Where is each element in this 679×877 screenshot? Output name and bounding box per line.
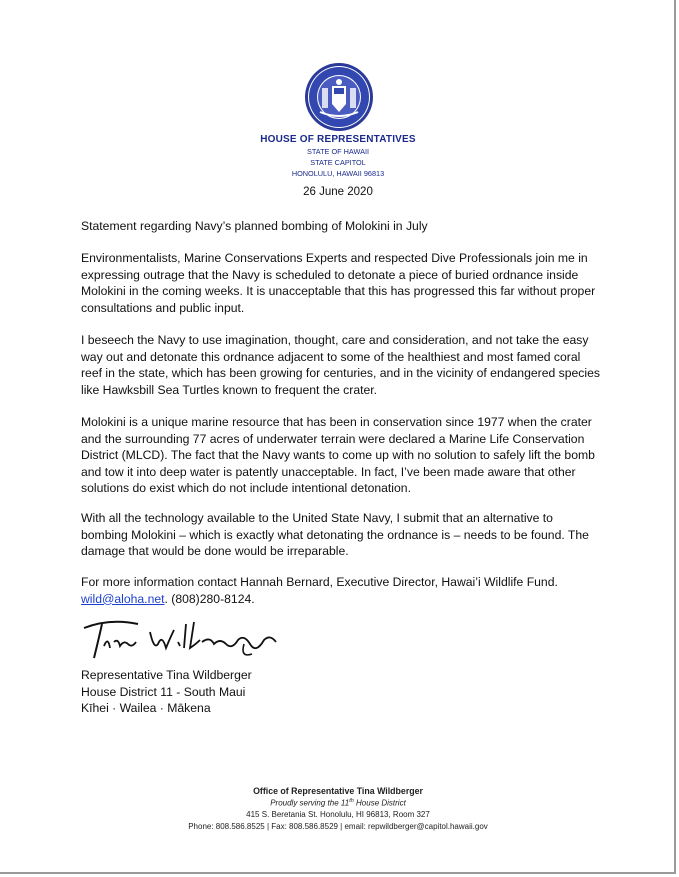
contact-text: For more information contact Hannah Bernard, Executive Director, Hawai’i Wildlife Fund. (81, 575, 558, 589)
representative-name: Representative Tina Wildberger (81, 668, 252, 682)
letter-date: 26 June 2020 (303, 186, 373, 198)
letterhead-title: HOUSE OF REPRESENTATIVES (260, 134, 416, 145)
paragraph-4: With all the technology available to the United State Navy, I submit that an alternative to bombing Molokini – which is exactly what detonating the ordnance is – needs to be found. The damage that would be done would be irreparable. (81, 511, 589, 559)
house-district: House District 11 - South Maui (81, 684, 246, 699)
subject-line: Statement regarding Navy’s planned bombing of Molokini in July (81, 219, 428, 233)
district-areas: Kīhei · Wailea · Mākena (81, 701, 211, 716)
footer-serving (0, 798, 676, 808)
footer-serving-prefix: Proudly serving the 11 (270, 798, 350, 808)
letterhead-state: STATE OF HAWAII (306, 147, 370, 156)
state-seal-icon (304, 62, 374, 132)
footer-contact: Phone: 808.586.8525 | Fax: 808.586.8529 | email: repwildberger@capitol.hawaii.gov (188, 822, 488, 831)
paragraph-1: Environmentalists, Marine Conservations Experts and respected Dive Professionals join me in expressing outrage that the Navy is scheduled to detonate a piece of buried ordnance inside Molokini in the coming weeks. It is unacceptable that this has progressed this far without proper consultations and public input. (81, 251, 596, 315)
paragraph-3: Molokini is a unique marine resource that has been in conservation since 1977 when the crater and the surrounding 77 acres of underwater terrain were declared a Marine Life Conservation District (MLCD). The fact that the Navy wants to come up with no solution to safely lift the bomb and tow it into deep water is patently unacceptable. In fact, I’ve been made aware that other solutions do exist which do not include intentional detonation. (81, 415, 595, 496)
footer-address: 415 S. Beretania St. Honolulu, HI 96813, Room 327 (246, 810, 430, 819)
contact-phone: . (808)280-8124. (164, 591, 255, 606)
paragraph-2: I beseech the Navy to use imagination, thought, care and consideration, and not take the easy way out and detonate this ordnance adjacent to some of the healthiest and most famed coral reef in the state, which has been growing for centuries, and in the vicinity of endangered species like Hawksbill Sea Turtles known to frequent the crater. (81, 333, 600, 397)
footer-serving-sup: th (349, 798, 354, 804)
signature-block (81, 667, 252, 717)
handwritten-signature (80, 614, 280, 664)
footer-serving-suffix: House District (353, 798, 406, 808)
footer-office: Office of Representative Tina Wildberger (253, 786, 423, 796)
contact-paragraph (81, 574, 601, 607)
letterhead-capitol: STATE CAPITOL (310, 158, 366, 167)
email-link[interactable]: wild@aloha.net (81, 591, 165, 606)
letterhead-city: HONOLULU, HAWAII 96813 (291, 169, 385, 178)
